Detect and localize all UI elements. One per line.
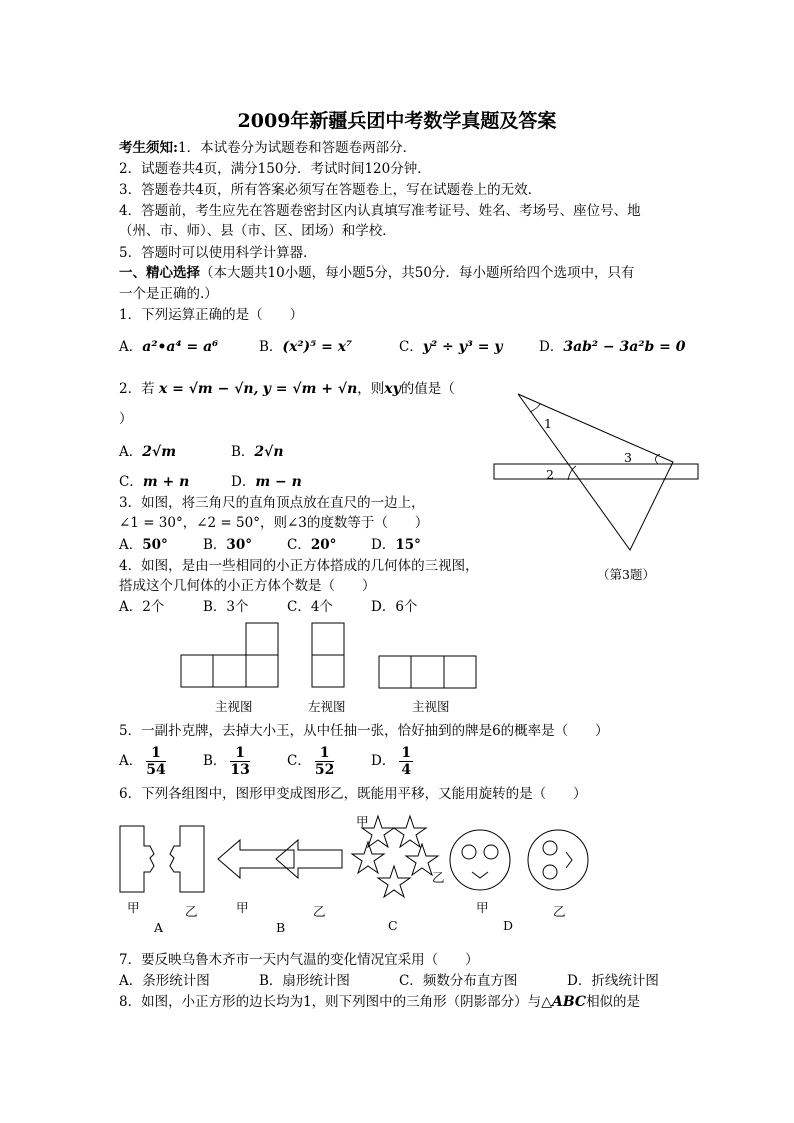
- q1-option-a-expr: a²•a⁴ = a⁶: [142, 339, 219, 355]
- q1-option-b-expr: (x²)⁵ = x⁷: [282, 339, 353, 355]
- q2-expr-x: x = √m − √n,: [158, 381, 259, 397]
- q8-stem-text: 8．如图，小正方形的边长均为1，则下列图中的三角形（阴影部分）与: [119, 994, 542, 1010]
- notice-text-1: 1．本试卷分为试题卷和答题卷两部分．: [177, 140, 417, 156]
- q4-caption-3: 主视图: [412, 699, 450, 714]
- q5-option-d-frac: [399, 745, 413, 778]
- q5-option-b: [203, 745, 250, 778]
- notice-line-1: [119, 139, 416, 157]
- q2-expr-y: y = √m + √n: [262, 381, 358, 397]
- q5-option-d-num: 1: [401, 745, 412, 761]
- q2-option-a-label: A．: [119, 444, 143, 460]
- q2-option-d: [231, 473, 302, 491]
- q5-option-c-label: C．: [287, 753, 311, 769]
- q6-stem: 6．下列各组图中，图形甲变成图形乙，既能用平移，又能用旋转的是（ ）: [119, 786, 587, 802]
- q6-letter-b: B: [276, 920, 286, 935]
- q2-stem-end: 的值是（: [400, 381, 455, 397]
- notice-line-6: 5．答题时可以使用科学计算器．: [119, 245, 317, 261]
- notice-line-2: 2．试题卷共4页，满分150分．考试时间120分钟．: [119, 161, 431, 177]
- q6-a-yi-shape: [170, 826, 204, 892]
- q5-option-a: [119, 745, 166, 778]
- q2-option-b-label: B．: [231, 444, 255, 460]
- q2-stem-suffix: ，则: [357, 381, 385, 397]
- q5-option-d: [371, 745, 413, 778]
- q5-option-a-frac: [146, 745, 165, 778]
- q6-letter-a: A: [154, 920, 164, 935]
- q2-option-d-expr: m − n: [255, 474, 302, 490]
- ruler-rect: [494, 464, 698, 479]
- q7-option-d: D．折线统计图: [567, 973, 659, 989]
- q6-c-yi: 乙: [432, 870, 445, 885]
- q7-stem: 7．要反映乌鲁木齐市一天内气温的变化情况宜采用（ ）: [119, 952, 479, 968]
- q2-stem-prefix: 2．若: [119, 381, 155, 397]
- q2-option-c-expr: m + n: [142, 474, 190, 490]
- q5-option-b-label: B．: [203, 753, 227, 769]
- q3-figure-label-3: 3: [624, 450, 632, 465]
- q3-figure-label-1: 1: [544, 416, 552, 431]
- notice-label: 考生须知:: [119, 140, 178, 156]
- q1-option-d-label: D．: [539, 339, 564, 355]
- q1-option-c: [399, 338, 502, 356]
- q2-option-b-expr: 2√n: [254, 444, 284, 460]
- q4-left-view: [311, 622, 345, 688]
- q4-front-view: [180, 622, 280, 688]
- q6-a-jia: 甲: [127, 900, 140, 915]
- q3-line-2: ∠1 = 30°，∠2 = 50°，则∠3的度数等于（ ）: [119, 515, 429, 531]
- q1-stem: 1．下列运算正确的是（ ）: [119, 307, 304, 323]
- q1-option-c-label: C．: [399, 339, 423, 355]
- q5-option-b-num: 1: [230, 745, 249, 762]
- section-1-line-1: [119, 264, 634, 282]
- notice-line-5: （州、市、师）、县（市、区、团场）和学校．: [119, 223, 396, 239]
- q4-caption-1: 主视图: [215, 699, 253, 714]
- triangle-ruler: [518, 394, 673, 550]
- q5-stem: 5．一副扑克牌，去掉大小王，从中任抽一张，恰好抽到的牌是6的概率是（ ）: [119, 723, 609, 739]
- q6-a-yi: 乙: [185, 904, 198, 919]
- section-1-desc-1: （本大题共10小题，每小题5分，共50分．每小题所给四个选项中，只有: [200, 265, 635, 281]
- q1-option-d: [539, 338, 686, 356]
- q6-c-jia: 甲: [356, 814, 369, 829]
- q6-b-jia: 甲: [236, 900, 249, 915]
- q4-line-2: 搭成这个几何体的小正方体个数是（ ）: [119, 578, 376, 594]
- q7-option-a: A．条形统计图: [119, 973, 210, 989]
- q3-option-c: [287, 536, 336, 554]
- q2-option-c-label: C．: [119, 474, 143, 490]
- q3-option-a-value: 50°: [142, 537, 168, 553]
- q3-option-d: [371, 536, 421, 554]
- q6-d-jia-face: [450, 830, 510, 890]
- q2-option-c: [119, 473, 189, 491]
- q3-option-c-label: C．: [287, 537, 311, 553]
- q2-option-a-expr: 2√m: [142, 444, 177, 460]
- q5-option-b-frac: [230, 745, 249, 778]
- q3-option-b: [203, 536, 252, 554]
- q5-option-b-den: 13: [230, 762, 250, 778]
- q1-option-d-expr: 3ab² − 3a²b = 0: [563, 339, 686, 355]
- q7-option-c: C．频数分布直方图: [399, 973, 518, 989]
- q5-option-a-den: 54: [146, 762, 166, 778]
- page-title: 2009年新疆兵团中考数学真题及答案: [237, 110, 557, 132]
- q6-figures: [110, 812, 590, 907]
- q4-option-c: C．4个: [287, 599, 333, 615]
- q3-line-1: 3．如图，将三角尺的直角顶点放在直尺的一边上，: [119, 495, 425, 511]
- q2-stem: [119, 380, 455, 398]
- q3-option-a-label: A．: [119, 537, 143, 553]
- q2-option-b: [231, 443, 284, 461]
- q6-a-jia-shape: [120, 826, 154, 892]
- q3-option-a: [119, 536, 168, 554]
- q1-option-b: [259, 338, 352, 356]
- q4-top-view: [378, 655, 478, 689]
- q1-option-a-label: A．: [119, 339, 143, 355]
- q3-option-b-value: 30°: [226, 537, 252, 553]
- q3-option-c-value: 20°: [310, 537, 337, 553]
- q6-b-jia-arrow: [218, 840, 294, 878]
- q1-option-c-expr: y² ÷ y³ = y: [422, 339, 503, 355]
- q1-option-b-label: B．: [259, 339, 283, 355]
- q3-option-d-label: D．: [371, 537, 396, 553]
- q3-option-d-value: 15°: [395, 537, 421, 553]
- q5-option-a-num: 1: [146, 745, 165, 762]
- q7-option-b: B．扇形统计图: [259, 973, 350, 989]
- notice-line-4: 4．答题前，考生应先在答题卷密封区内认真填写准考证号、姓名、考场号、座位号、地: [119, 203, 641, 219]
- q4-option-d: D．6个: [371, 599, 418, 615]
- q3-figure: [490, 388, 705, 558]
- q4-option-b: B．3个: [203, 599, 249, 615]
- q5-option-c: [287, 745, 334, 778]
- angle-1-arc: [530, 404, 540, 412]
- section-1-desc-2: 一个是正确的.）: [119, 286, 218, 302]
- q8-triangle: △ABC: [541, 994, 587, 1010]
- q5-option-c-den: 52: [314, 762, 335, 778]
- notice-line-3: 3．答题卷共4页，所有答案必须写在答题卷上，写在试题卷上的无效．: [119, 182, 542, 198]
- q2-option-a: [119, 443, 176, 461]
- q6-b-yi-arrow: [276, 840, 342, 878]
- q6-letter-c: C: [388, 918, 398, 933]
- q4-line-1: 4．如图，是由一些相同的小正方体搭成的几何体的三视图，: [119, 558, 479, 574]
- q6-d-jia: 甲: [476, 900, 489, 915]
- q8-stem-end: 相似的是: [586, 994, 641, 1010]
- q3-figure-label-2: 2: [546, 467, 554, 482]
- q5-option-c-num: 1: [315, 745, 334, 762]
- section-1-heading: 一、精心选择: [119, 265, 200, 281]
- q6-b-yi: 乙: [313, 904, 326, 919]
- q6-d-yi: 乙: [553, 904, 566, 919]
- q1-option-a: [119, 338, 218, 356]
- q2-xy: xy: [384, 381, 401, 397]
- q3-figure-caption: （第3题）: [597, 567, 655, 582]
- q6-letter-d: D: [503, 918, 514, 933]
- q5-option-d-den: 4: [401, 762, 412, 778]
- q5-option-d-label: D．: [371, 753, 396, 769]
- q2-paren-close: ）: [119, 411, 133, 427]
- q3-option-b-label: B．: [203, 537, 227, 553]
- q5-option-c-frac: [315, 745, 334, 778]
- q2-option-d-label: D．: [231, 474, 256, 490]
- q5-option-a-label: A．: [119, 753, 143, 769]
- q4-caption-2: 左视图: [308, 699, 346, 714]
- q4-option-a: A．2个: [119, 599, 165, 615]
- q6-d-yi-face: [528, 830, 588, 890]
- q8-stem: [119, 993, 640, 1011]
